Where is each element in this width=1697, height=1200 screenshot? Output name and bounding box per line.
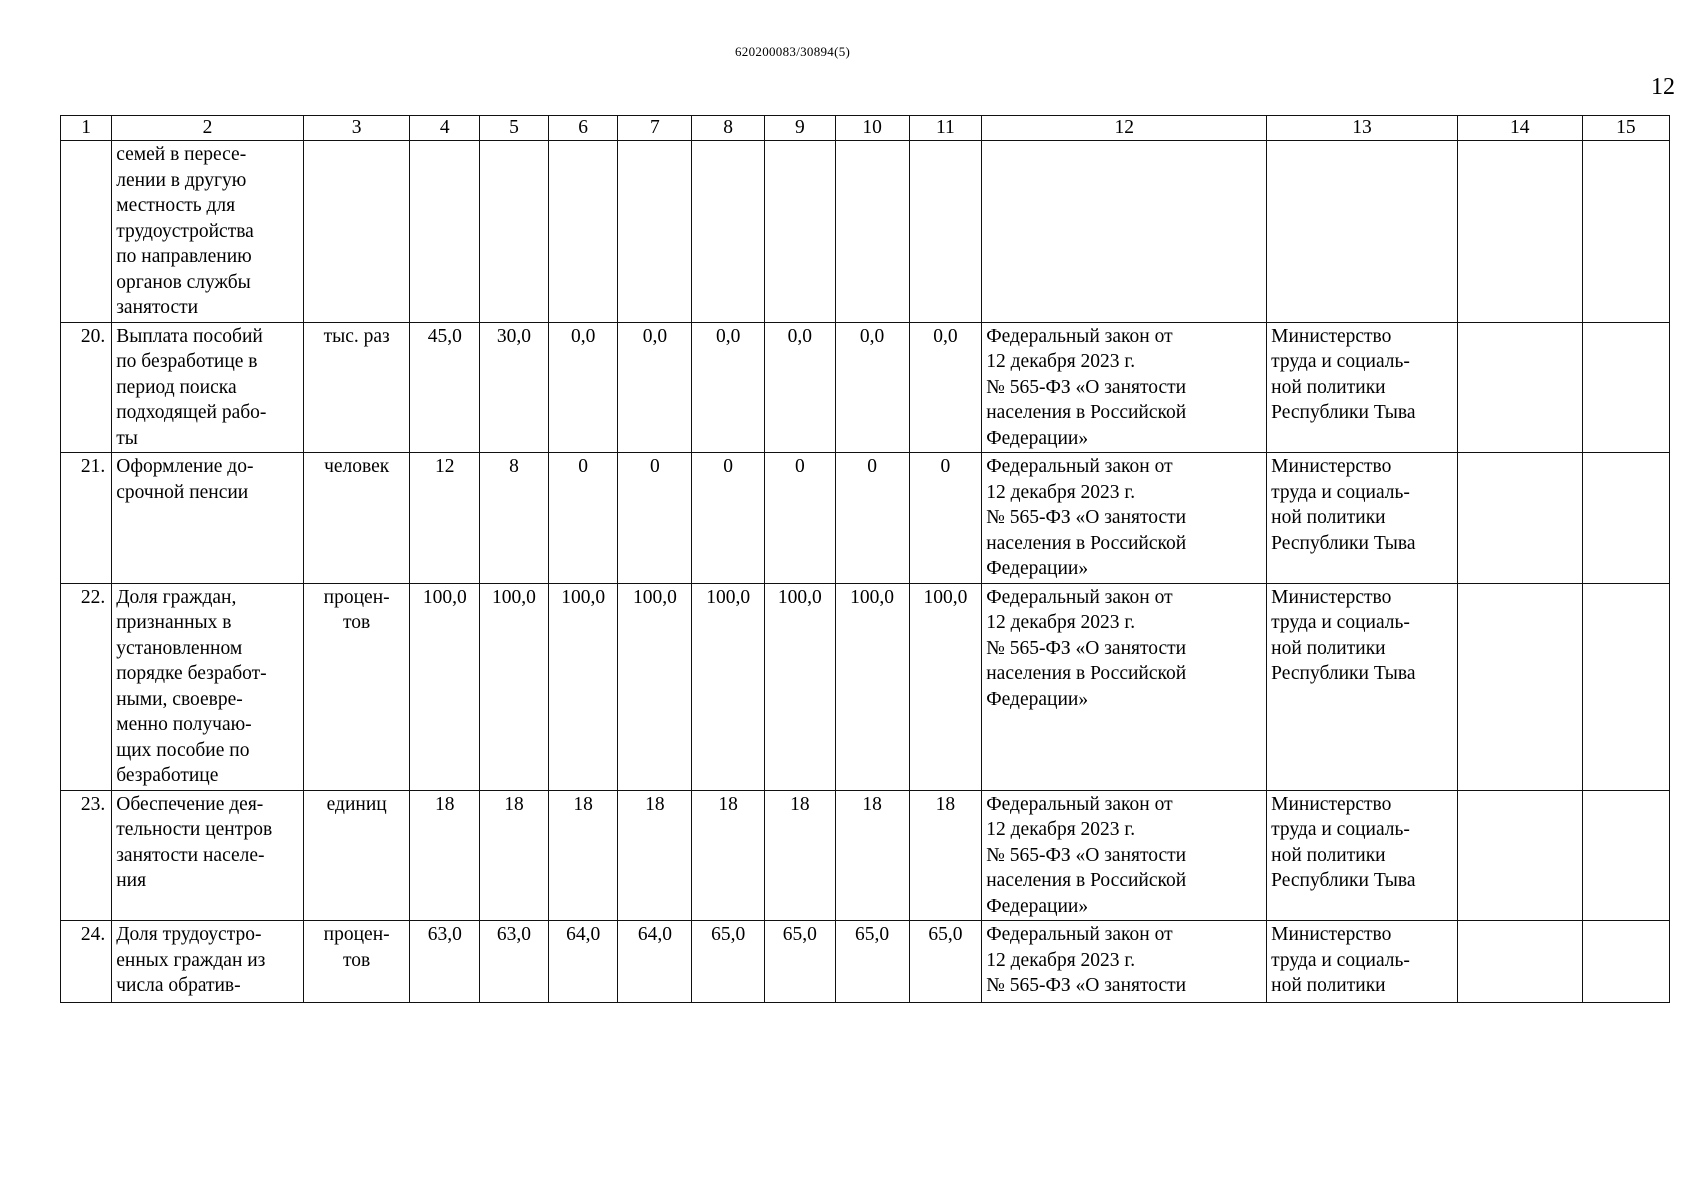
column-14-cell: [1457, 921, 1582, 1003]
legal-basis-cell: Федеральный закон от 12 декабря 2023 г. № 565-ФЗ «О занятости населения в Российской Федерации»: [982, 322, 1267, 453]
value-cell: 18: [835, 790, 909, 921]
column-header: 7: [618, 116, 692, 141]
value-cell: 18: [765, 790, 836, 921]
value-cell: 18: [909, 790, 982, 921]
column-15-cell: [1582, 453, 1669, 584]
column-14-cell: [1457, 322, 1582, 453]
table-row: [61, 322, 1670, 453]
value-cell: 0: [692, 453, 765, 584]
value-cell: 100,0: [692, 583, 765, 790]
value-cell: 100,0: [909, 583, 982, 790]
value-cell: [692, 141, 765, 323]
column-15-cell: [1582, 583, 1669, 790]
value-cell: [548, 141, 618, 323]
value-cell: [618, 141, 692, 323]
value-cell: 100,0: [835, 583, 909, 790]
responsible-body-cell: Министерство труда и социаль- ной политики Республики Тыва: [1267, 453, 1458, 584]
row-number-cell: 22.: [61, 583, 112, 790]
value-cell: 64,0: [618, 921, 692, 1003]
column-header: 10: [835, 116, 909, 141]
column-header: 3: [303, 116, 410, 141]
value-cell: 100,0: [410, 583, 480, 790]
indicators-table: [60, 115, 1670, 1003]
value-cell: 30,0: [480, 322, 549, 453]
column-header: 9: [765, 116, 836, 141]
column-14-cell: [1457, 790, 1582, 921]
table-row: [61, 141, 1670, 323]
unit-cell: [303, 141, 410, 323]
column-header: 11: [909, 116, 982, 141]
unit-cell: процен- тов: [303, 583, 410, 790]
table-body: [61, 141, 1670, 1003]
responsible-body-cell: Министерство труда и социаль- ной политики: [1267, 921, 1458, 1003]
table-row: [61, 921, 1670, 1003]
indicator-name-cell: Оформление до- срочной пенсии: [112, 453, 304, 584]
value-cell: 18: [618, 790, 692, 921]
value-cell: 64,0: [548, 921, 618, 1003]
column-header: 15: [1582, 116, 1669, 141]
value-cell: 65,0: [835, 921, 909, 1003]
table-row: [61, 790, 1670, 921]
table-row: [61, 583, 1670, 790]
value-cell: 65,0: [909, 921, 982, 1003]
column-15-cell: [1582, 141, 1669, 323]
value-cell: 0: [548, 453, 618, 584]
value-cell: 65,0: [765, 921, 836, 1003]
value-cell: 18: [692, 790, 765, 921]
value-cell: 0,0: [618, 322, 692, 453]
value-cell: 18: [410, 790, 480, 921]
indicator-name-cell: Доля граждан, признанных в установленном порядке безработ- ными, своевре- менно получаю- щих пособие по безработице: [112, 583, 304, 790]
value-cell: 18: [480, 790, 549, 921]
column-header: 6: [548, 116, 618, 141]
value-cell: 0,0: [692, 322, 765, 453]
indicator-name-cell: Выплата пособий по безработице в период поиска подходящей рабо- ты: [112, 322, 304, 453]
value-cell: 100,0: [548, 583, 618, 790]
value-cell: 0: [618, 453, 692, 584]
column-header: 4: [410, 116, 480, 141]
value-cell: 63,0: [410, 921, 480, 1003]
row-number-cell: [61, 141, 112, 323]
responsible-body-cell: Министерство труда и социаль- ной политики Республики Тыва: [1267, 322, 1458, 453]
column-header: 12: [982, 116, 1267, 141]
legal-basis-cell: [982, 141, 1267, 323]
responsible-body-cell: [1267, 141, 1458, 323]
value-cell: 8: [480, 453, 549, 584]
table-header-row: [61, 116, 1670, 141]
value-cell: 100,0: [618, 583, 692, 790]
value-cell: 0: [765, 453, 836, 584]
column-header: 1: [61, 116, 112, 141]
column-header: 8: [692, 116, 765, 141]
value-cell: 18: [548, 790, 618, 921]
value-cell: 0: [835, 453, 909, 584]
value-cell: [410, 141, 480, 323]
column-15-cell: [1582, 322, 1669, 453]
page-number: 12: [1651, 74, 1675, 100]
column-header: 5: [480, 116, 549, 141]
value-cell: 0,0: [835, 322, 909, 453]
column-header: 13: [1267, 116, 1458, 141]
value-cell: 0,0: [548, 322, 618, 453]
value-cell: 0,0: [909, 322, 982, 453]
unit-cell: единиц: [303, 790, 410, 921]
column-14-cell: [1457, 583, 1582, 790]
unit-cell: человек: [303, 453, 410, 584]
column-header: 2: [112, 116, 304, 141]
column-14-cell: [1457, 141, 1582, 323]
row-number-cell: 20.: [61, 322, 112, 453]
value-cell: 0,0: [765, 322, 836, 453]
value-cell: [909, 141, 982, 323]
value-cell: [765, 141, 836, 323]
value-cell: 0: [909, 453, 982, 584]
indicator-name-cell: семей в пересе- лении в другую местность для трудоустройства по направлению органов службы занятости: [112, 141, 304, 323]
value-cell: 45,0: [410, 322, 480, 453]
legal-basis-cell: Федеральный закон от 12 декабря 2023 г. № 565-ФЗ «О занятости: [982, 921, 1267, 1003]
responsible-body-cell: Министерство труда и социаль- ной политики Республики Тыва: [1267, 790, 1458, 921]
column-14-cell: [1457, 453, 1582, 584]
legal-basis-cell: Федеральный закон от 12 декабря 2023 г. № 565-ФЗ «О занятости населения в Российской Федерации»: [982, 790, 1267, 921]
indicator-name-cell: Обеспечение дея- тельности центров занятости населе- ния: [112, 790, 304, 921]
column-15-cell: [1582, 790, 1669, 921]
value-cell: [835, 141, 909, 323]
row-number-cell: 24.: [61, 921, 112, 1003]
column-header: 14: [1457, 116, 1582, 141]
value-cell: 100,0: [480, 583, 549, 790]
indicator-name-cell: Доля трудоустро- енных граждан из числа обратив-: [112, 921, 304, 1003]
value-cell: [480, 141, 549, 323]
unit-cell: процен- тов: [303, 921, 410, 1003]
row-number-cell: 21.: [61, 453, 112, 584]
row-number-cell: 23.: [61, 790, 112, 921]
value-cell: 63,0: [480, 921, 549, 1003]
responsible-body-cell: Министерство труда и социаль- ной политики Республики Тыва: [1267, 583, 1458, 790]
value-cell: 12: [410, 453, 480, 584]
unit-cell: тыс. раз: [303, 322, 410, 453]
table-row: [61, 453, 1670, 584]
value-cell: 100,0: [765, 583, 836, 790]
legal-basis-cell: Федеральный закон от 12 декабря 2023 г. № 565-ФЗ «О занятости населения в Российской Федерации»: [982, 583, 1267, 790]
column-15-cell: [1582, 921, 1669, 1003]
legal-basis-cell: Федеральный закон от 12 декабря 2023 г. № 565-ФЗ «О занятости населения в Российской Федерации»: [982, 453, 1267, 584]
value-cell: 65,0: [692, 921, 765, 1003]
document-id: 620200083/30894(5): [735, 44, 851, 59]
